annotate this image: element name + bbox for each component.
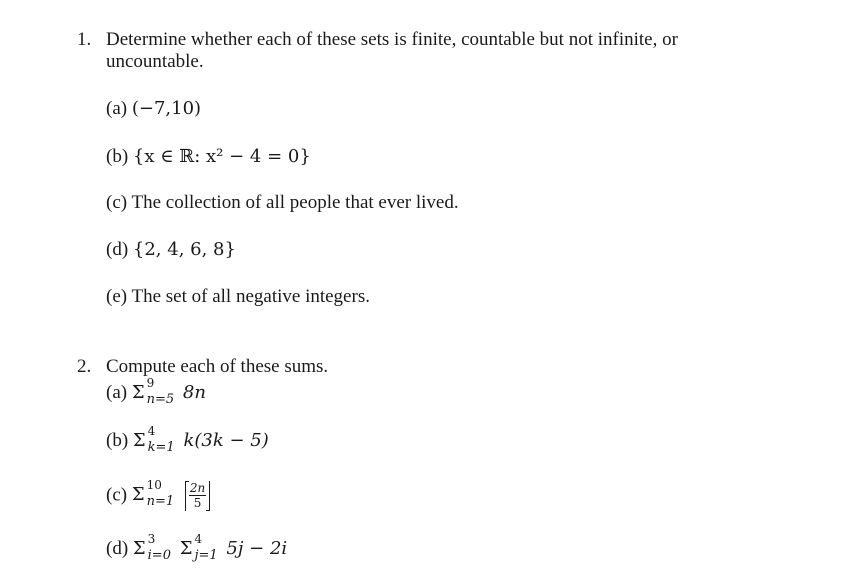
sum-symbol: Σ <box>132 430 146 451</box>
part-b-label: (b) <box>106 430 129 451</box>
fraction-denominator: 5 <box>193 496 202 510</box>
inner-sum-lower-limit: j=1 <box>194 548 218 563</box>
sum-term: k(3k − 5) <box>183 430 269 451</box>
part-c-label: (c) <box>106 484 128 506</box>
question-1-part-c: (c) The collection of all people that ever lived. <box>106 192 459 213</box>
question-2-prompt: Compute each of these sums. <box>106 356 329 377</box>
question-1-part-d <box>106 239 236 261</box>
question-2-part-a <box>106 376 206 407</box>
part-d-math: {2, 4, 6, 8} <box>132 239 236 260</box>
sum-lower-limit: n=1 <box>146 494 175 510</box>
outer-sum-lower-limit: i=0 <box>147 548 171 563</box>
sum-symbol: Σ <box>131 484 145 506</box>
fraction <box>189 481 206 510</box>
question-1-part-a <box>106 98 201 120</box>
sum-symbol: Σ <box>131 382 145 403</box>
sum-upper-limit: 10 <box>146 478 162 493</box>
part-a-label: (a) <box>106 98 128 119</box>
question-2-part-b <box>106 424 269 455</box>
part-b-math: {x ∈ ℝ: x² − 4 = 0} <box>132 146 311 167</box>
ceiling-floor-bracket <box>185 481 210 511</box>
part-d-label: (d) <box>106 538 129 559</box>
question-1-part-b <box>106 146 311 168</box>
question-1-part-e: (e) The set of all negative integers. <box>106 286 370 307</box>
question-2-part-c <box>106 478 210 511</box>
sum-lower-limit: n=5 <box>146 392 175 407</box>
sum-term: 8n <box>182 382 206 403</box>
question-2-part-d <box>106 532 288 563</box>
part-b-label: (b) <box>106 146 129 167</box>
part-d-label: (d) <box>106 239 129 260</box>
outer-sum-symbol: Σ <box>132 538 146 559</box>
part-a-math: (−7,10) <box>131 98 202 119</box>
fraction-numerator: 2n <box>189 481 206 495</box>
sum-upper-limit: 9 <box>146 376 155 390</box>
question-2-number: 2. <box>77 356 92 377</box>
question-1-prompt-line1: Determine whether each of these sets is finite, countable but not infinite, or <box>106 29 678 50</box>
sum-term: 5j − 2i <box>226 538 288 559</box>
inner-sum-symbol: Σ <box>179 538 193 559</box>
question-1-prompt-line2: uncountable. <box>106 51 204 72</box>
sum-lower-limit: k=1 <box>147 440 175 455</box>
inner-sum-upper-limit: 4 <box>194 532 203 546</box>
sum-upper-limit: 4 <box>147 424 156 438</box>
part-a-label: (a) <box>106 382 128 403</box>
question-1-number: 1. <box>77 29 92 50</box>
outer-sum-upper-limit: 3 <box>147 532 156 546</box>
